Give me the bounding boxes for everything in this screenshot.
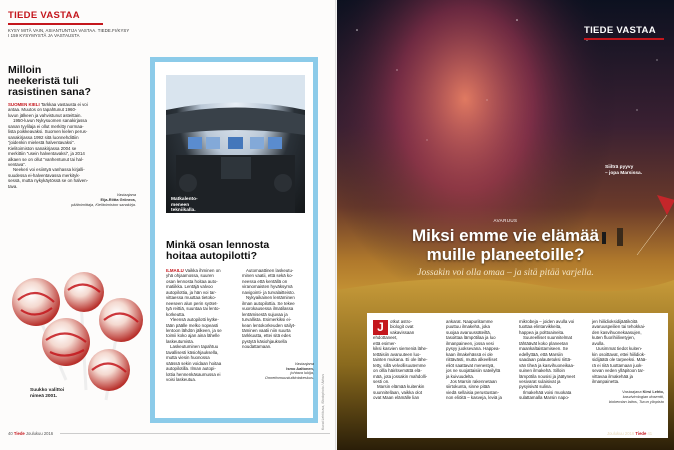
question-1-body: SUOMEN KIELI Tarkkaa vastausta ei voi antaa. Muutos on tapahtunut 1960- luvun jälkeen ja vahvistunut asteittain. 1950-luvun Nykysuomen sanakirjassa sanan tyylilaja ei ollut merkitty normaa- lista poikkeavaksi. Suomen kielen perus- sanakirjassa 1992 sitä luonnehdittiin ”joidenkin mielestä halventavaksi”. Kielitoimiston sanakirjassa 2004 se merkittiin ”usein halventavaksi”, ja 2014 alkaen se on ollut ”vanhentunut tai hal- ventava”. Neekeri voi esiintyä vanhassa kirjalli- suudessa ei-halventavassa merkityk- sessä, mutta nykykäytössä se on halven- tava. <box>8 102 89 189</box>
section-title: TIEDE VASTAA <box>8 10 80 21</box>
lollipops-photo <box>6 270 146 420</box>
article-category: AVARUUS <box>493 218 518 223</box>
cockpit-illustration <box>166 75 305 213</box>
article-col-1: J otkut astro- biologit ovat vakavissaan ehdottaneet, että esimer- kiksi kasvien siemeniä lähe- tettäisiin avaruuteen luo- tainten mukana. Ei ole lähe- tetty, sillä velvollisuutemme on ollla häiritsemättä elä- mää, jota jossakin mahdolli- sesti on. Marsin elämää kuitenkin suunnitellaan, vaikka olot ovat Maan elämälle lian <box>373 319 428 401</box>
right-footer: Joulukuu 2016 Tiede 41 <box>607 431 653 436</box>
question-2-title: Minkä osan lennosta hoitaa autopilotti? <box>166 239 270 262</box>
article-signature: Vastaajana Kirsi Lehto, kasvivirologian dosentti, biokemian laitos, Turun yliopisto <box>608 389 664 405</box>
article-body <box>367 313 668 438</box>
article-title: Miksi emme vie elämää muille planeetoille? <box>411 226 600 264</box>
question-2-col2: Automaattinen laskeutu- minen vaatii, että sekä ko- neessa että kentällä on viranomaisten hyväksymä navigointi- ja turvalaitteisto. Nykyaikainen lentäminen ilman autopilottia. Se tekee vuorokausessa ilmatilassa lentämisestä sujuvaa ja turvallista. Esimerkiksi ei- kean lentokorkeuden säilyt- täminen vaatii niin suurta tarkkuutta, ettei sitä edes pystytä käsiohjauksella noudattamaan. Vastaajana Ismo Aaltonen, johtava lukija, Onnettomuustutkintakeskus. <box>242 268 314 381</box>
article-col-3: mikrobeja – joiden avulla voi tuottaa elintarvikkeita, happea ja polttoaineita. Suureelliset suunnitelmat tähtäävät koko planeetan maankaltaistamiseen. Se edellyttää, että Marsiin saadaan palautetuksi riittä- vän tiheä ja kasvihuoneikaa- suinen ilmakehä. Silloin lämpötila nousisi ja jäätyneet vesivarat sulaisivat ja pysyisivät sulina. Ilmakehää voisi muokata sulattamalla Marsin napo- <box>519 319 576 401</box>
section-underline <box>8 23 103 25</box>
mars-photo-caption: Siilträ pyyvy – jopa Marsissa. <box>605 165 643 176</box>
photo-credit: Kuvat Lehtikuva, iStockphoto / Airbus <box>321 374 325 430</box>
left-footer: 40 Tiede Joulukuu 2016 <box>8 431 54 436</box>
right-section-underline <box>584 38 664 40</box>
question-1-signature: Vastaajana Eija-Riitta Grönros, päätoimittaja, Kielitoimiston sanakirja. <box>71 192 136 207</box>
section-kicker: KYSY MITÄ VAIN, ASIANTUNTIJA VASTAA. TIEDE.FI/KYSY I 159 KYSYMYSTÄ JA VASTAUSTA <box>8 27 130 38</box>
dropcap: J <box>373 320 388 335</box>
right-section-title: TIEDE VASTAA <box>584 25 656 36</box>
cockpit-photo <box>166 75 305 213</box>
article-subtitle: Jossakin voi olla omaa – ja sitä pitää varjella. <box>417 268 594 278</box>
right-page <box>337 0 674 450</box>
cockpit-caption: Matkalento- meneen tekniikalla. <box>171 197 198 214</box>
question-2-signature: Vastaajana Ismo Aaltonen, johtava lukija, Onnettomuustutkintakeskus. <box>264 360 314 381</box>
question-2-col1: ILMAILU Vaikka ihminen on yhä ohjaamossa, suuren osan lennosta hoitaa auto- matiikka. Lentäjä valvoo autopilottia, ja hän voi tar- vittaessa muuttaa tietoko- neeseen alun perin syötet- tyä reittiä, suuntaa tai lento- korkeutta. Yleensä autopilotti kytke- tään päälle melko nopeasti lentoon lähdön jälkeen, ja se toimii koko ajan aina lähelle laskeutumista. Laskeutuminen tapahtuu tavallisesti käsiohjauksella, mutta viesin huonossa säässä sekin voidaan hoitaa autopilotilla. Ilman autopi- lottia hennenkäsaumussa ei voisi laskeutua. <box>166 268 222 383</box>
section-header <box>8 10 138 38</box>
question-1 <box>8 65 136 208</box>
right-section-header <box>584 25 664 40</box>
autopilot-box <box>150 57 318 423</box>
footer-rule <box>60 433 330 434</box>
article-col-4: jen hiilidioksidijäätiköitä avaruuspeilien tai tehokkai- den kasvihuonekaasujen, kuten fluorihiilivetyjen, avulla. Uusimmat tiedot kuiten- kin osoittavat, ettei hiilidiok- sidijäätä ole tarpeeksi. Mää- rä ei riitä tuottamaan juok- sevan veden ylläpitoon tar- vittavaa ilmakehää ja ilmanpainetta. Vastaajana Kirsi Lehto, kasvivirologian dosentti, biokemian laitos, Turun yliopisto <box>592 319 664 405</box>
question-1-title: Milloin neekeristä tuli rasistinen sana? <box>8 64 91 98</box>
article-col-2: ankarat. Naapuriitamme puuttuu ilmakehä, joka suojaa avaruussäteiltä, tasoittaa lämpötilaa ja luo ilmanpaineen, jossa vesi pysyy juoksevana. Happea- kaan ilmakehässä ei ole riittävästi, mutta alkeelliset eliöt saattavat menestyä, jos ne suojattaisiin sateilyltä ja kuivuudelta. Jos Marsin rakennetaan siirtokunta, sinne pitää viedä sellaisia perustustan- non eliöitä – kasveja, leviä ja <box>446 319 502 401</box>
lollipop-caption: Suukko valittoi nimeä 2001. <box>30 388 65 399</box>
